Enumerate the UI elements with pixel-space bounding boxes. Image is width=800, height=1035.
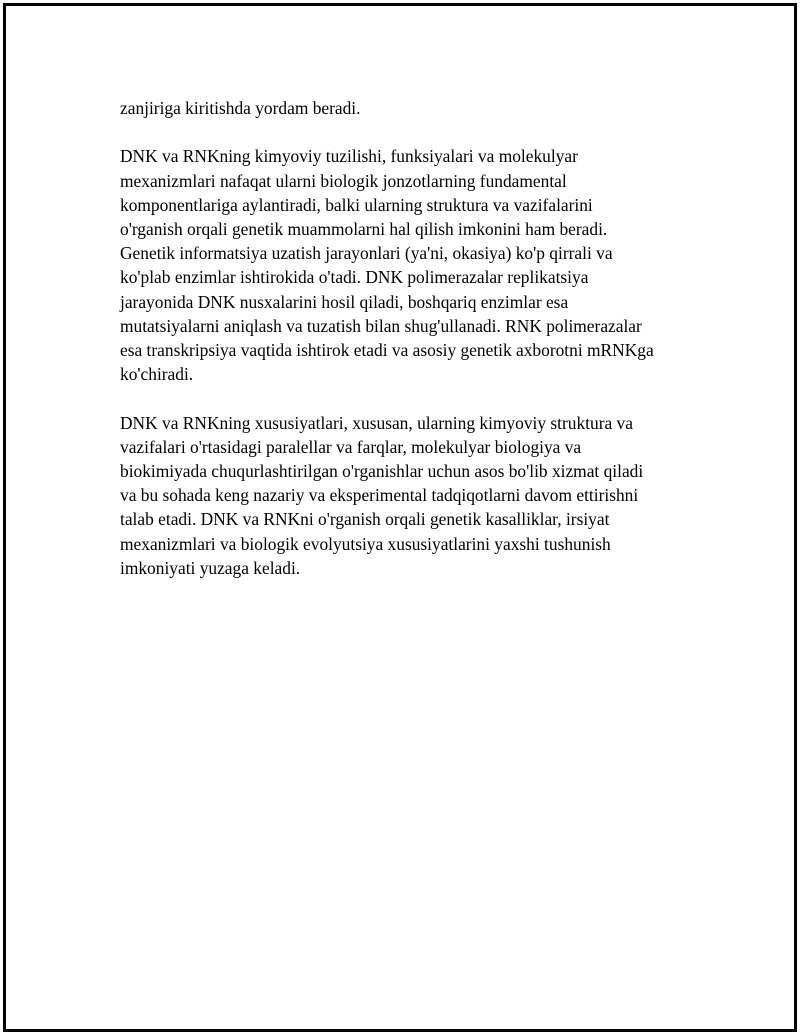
- text-line: biokimiyada chuqurlashtirilgan o'rganishlar uchun asos bo'lib xizmat qiladi: [120, 461, 644, 482]
- page-frame: [3, 3, 797, 1032]
- text-line: DNK va RNKning kimyoviy tuzilishi, funksiyalari va molekulyar: [120, 146, 578, 167]
- text-line: ko'plab enzimlar ishtirokida o'tadi. DNK polimerazalar replikatsiya: [120, 267, 589, 288]
- text-line: mexanizmlari nafaqat ularni biologik jonzotlarning fundamental: [120, 170, 567, 191]
- paragraph-2: [120, 144, 710, 386]
- text-line: o'rganish orqali genetik muammolarni hal qilish imkonini ham beradi.: [120, 219, 608, 239]
- text-line: DNK va RNKning xususiyatlari, xususan, ularning kimyoviy struktura va: [120, 412, 633, 433]
- text-line: talab etadi. DNK va RNKni o'rganish orqali genetik kasalliklar, irsiyat: [120, 509, 610, 530]
- text-line: jarayonida DNK nusxalarini hosil qiladi, boshqariq enzimlar esa: [120, 291, 569, 312]
- text-line: ko'chiradi.: [120, 364, 194, 385]
- text-line: mexanizmlari va biologik evolyutsiya xususiyatlarini yaxshi tushunish: [120, 533, 611, 554]
- text-line: mutatsiyalarni aniqlash va tuzatish bilan shug'ullanadi. RNK polimerazalar: [120, 315, 642, 336]
- paragraph-1: [120, 96, 710, 120]
- text-line: Genetik informatsiya uzatish jarayonlari (ya'ni, okasiya) ko'p qirrali va: [120, 243, 613, 264]
- paragraph-3: [120, 411, 710, 580]
- text-line: va bu sohada keng nazariy va eksperimental tadqiqotlarni davom ettirishni: [120, 485, 639, 506]
- text-line: zanjiriga kiritishda yordam beradi.: [120, 98, 361, 118]
- text-line: komponentlariga aylantiradi, balki ularning struktura va vazifalarini: [120, 194, 593, 215]
- text-line: esa transkripsiya vaqtida ishtirok etadi va asosiy genetik axborotni mRNKga: [120, 340, 654, 361]
- text-line: imkoniyati yuzaga keladi.: [120, 557, 301, 578]
- document-body: [120, 96, 710, 604]
- text-line: vazifalari o'rtasidagi paralellar va farqlar, molekulyar biologiya va: [120, 436, 582, 457]
